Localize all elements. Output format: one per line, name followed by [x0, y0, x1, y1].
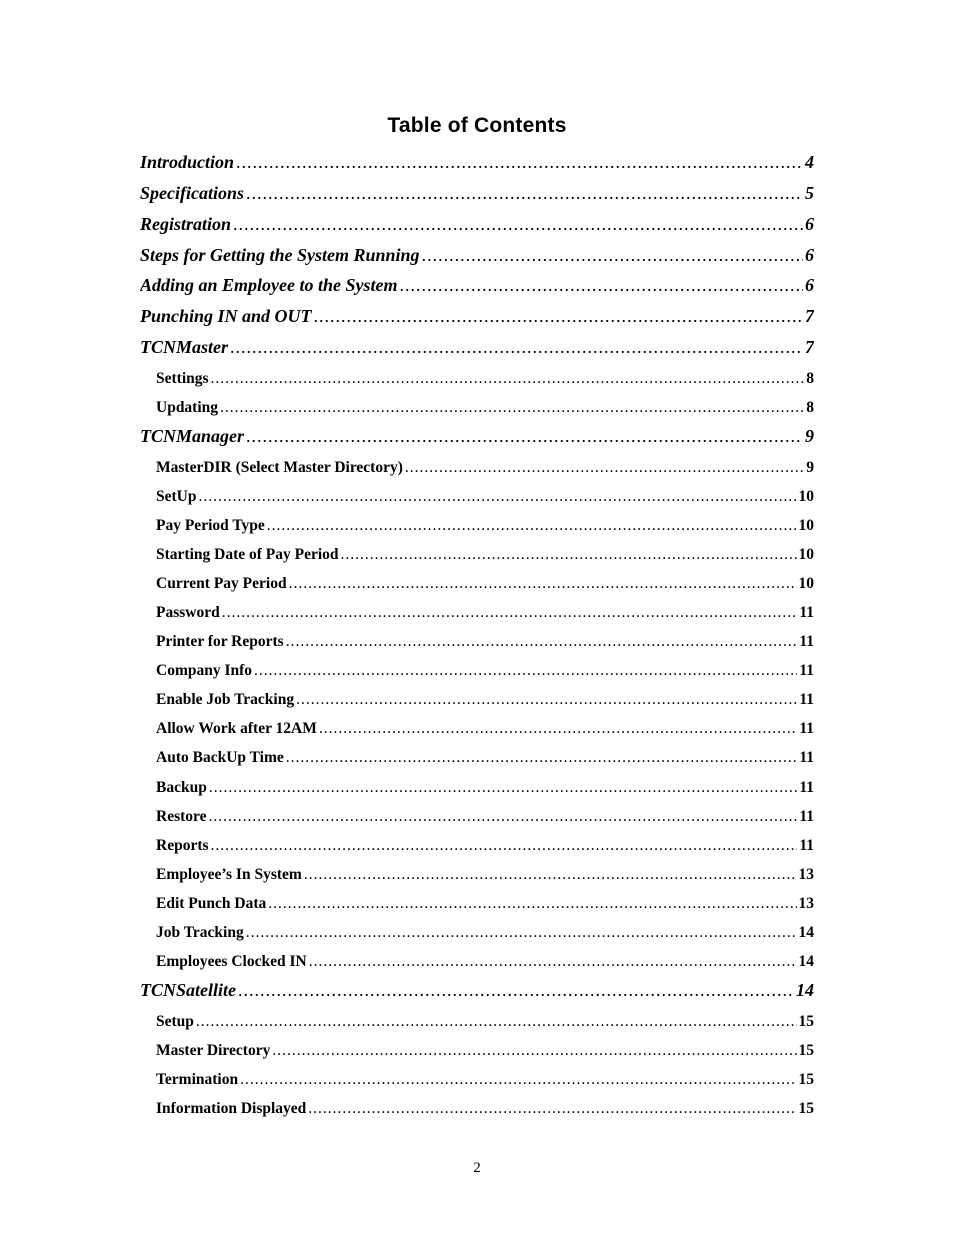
toc-entry-label: Allow Work after 12AM [156, 720, 317, 737]
toc-entry-label: Updating [156, 399, 219, 416]
toc-entry-page-number: 9 [805, 426, 814, 446]
toc-entry[interactable] [156, 1013, 814, 1031]
toc-entry-label: Current Pay Period [156, 575, 287, 592]
dot-leader [319, 720, 797, 738]
dot-leader [309, 953, 797, 971]
toc-entry-page-number: 8 [806, 399, 814, 416]
toc-entry-page-number: 6 [805, 245, 814, 265]
toc-entry-label: Pay Period Type [156, 517, 265, 534]
dot-leader [222, 604, 798, 622]
toc-entry-label: Introduction [140, 152, 235, 172]
toc-entry[interactable] [156, 1042, 814, 1060]
toc-entry-label: Printer for Reports [156, 633, 284, 650]
dot-leader [196, 1013, 797, 1031]
toc-entry[interactable] [156, 749, 814, 767]
toc-entry-label: Password [156, 604, 220, 621]
toc-entry-label: Information Displayed [156, 1100, 307, 1117]
toc-entry-label: Edit Punch Data [156, 895, 267, 912]
dot-leader [286, 749, 798, 767]
toc-entry[interactable] [140, 337, 814, 358]
toc-entry-label: Enable Job Tracking [156, 691, 295, 708]
toc-entry-page-number: 14 [796, 980, 814, 1000]
toc-entry[interactable] [156, 488, 814, 506]
toc-entry-page-number: 4 [805, 152, 814, 172]
toc-entry-page-number: 15 [798, 1013, 814, 1030]
dot-leader [236, 152, 803, 173]
toc-entry-page-number: 6 [805, 275, 814, 295]
toc-entry[interactable] [156, 399, 814, 417]
dot-leader [246, 183, 803, 204]
toc-entry-page-number: 6 [805, 214, 814, 234]
dot-leader [211, 837, 798, 855]
toc-entry-page-number: 11 [799, 720, 814, 737]
toc-entry-label: Starting Date of Pay Period [156, 546, 339, 563]
toc-entry[interactable] [140, 245, 814, 266]
toc-entry[interactable] [156, 720, 814, 738]
toc-entry-page-number: 13 [798, 895, 814, 912]
toc-entry[interactable] [156, 1071, 814, 1089]
toc-entry-label: Restore [156, 808, 207, 825]
toc-entry[interactable] [156, 837, 814, 855]
toc-entry-page-number: 7 [805, 306, 814, 326]
toc-entry-label: Employees Clocked IN [156, 953, 307, 970]
toc-entry-page-number: 10 [798, 488, 814, 505]
toc-entry[interactable] [156, 459, 814, 477]
toc-entry[interactable] [156, 662, 814, 680]
toc-entry-label: TCNSatellite [140, 980, 236, 1000]
toc-entry[interactable] [140, 214, 814, 235]
dot-leader [296, 691, 797, 709]
dot-leader [246, 924, 797, 942]
toc-entry-label: Adding an Employee to the System [140, 275, 398, 295]
toc-entry[interactable] [140, 306, 814, 327]
toc-entry[interactable] [156, 604, 814, 622]
toc-entry[interactable] [156, 779, 814, 797]
toc-entry-page-number: 11 [799, 779, 814, 796]
dot-leader [254, 662, 797, 680]
dot-leader [405, 459, 804, 477]
toc-entry-label: Steps for Getting the System Running [140, 245, 420, 265]
dot-leader [233, 214, 803, 235]
toc-entry-label: TCNManager [140, 426, 245, 446]
toc-entry-page-number: 10 [798, 575, 814, 592]
dot-leader [400, 275, 803, 296]
toc-entry[interactable] [140, 980, 814, 1001]
toc-entry[interactable] [140, 275, 814, 296]
toc-entry[interactable] [156, 808, 814, 826]
toc-entry-page-number: 11 [799, 749, 814, 766]
toc-entry-label: Termination [156, 1071, 239, 1088]
toc-entry-label: Registration [140, 214, 232, 234]
toc-entry[interactable] [156, 546, 814, 564]
toc-entry-label: Settings [156, 370, 209, 387]
dot-leader [230, 337, 803, 358]
toc-entry-label: Setup [156, 1013, 194, 1030]
toc-entry-label: Master Directory [156, 1042, 271, 1059]
dot-leader [289, 575, 797, 593]
toc-entry-page-number: 5 [805, 183, 814, 203]
dot-leader [268, 895, 796, 913]
footer-page-number: 2 [473, 1160, 481, 1176]
dot-leader [198, 488, 796, 506]
toc-entry[interactable] [156, 866, 814, 884]
page-title: Table of Contents [387, 114, 567, 137]
toc-entry-page-number: 15 [798, 1100, 814, 1117]
toc-entry-page-number: 11 [799, 837, 814, 854]
toc-entry-label: Auto BackUp Time [156, 749, 284, 766]
toc-entry-label: Job Tracking [156, 924, 244, 941]
dot-leader [422, 245, 803, 266]
toc-entry[interactable] [156, 575, 814, 593]
toc-entry-label: SetUp [156, 488, 197, 505]
toc-entry-page-number: 11 [799, 662, 814, 679]
dot-leader [238, 980, 794, 1001]
dot-leader [209, 779, 798, 797]
toc-entry[interactable] [140, 426, 814, 447]
toc-entry-page-number: 11 [799, 633, 814, 650]
toc-entry[interactable] [156, 691, 814, 709]
toc-entry[interactable] [156, 1100, 814, 1118]
toc-entry-page-number: 11 [799, 808, 814, 825]
toc-entry-label: Backup [156, 779, 207, 796]
dot-leader [220, 399, 804, 417]
toc-entry-page-number: 8 [806, 370, 814, 387]
toc-entry-page-number: 7 [805, 337, 814, 357]
toc-entry[interactable] [156, 370, 814, 388]
dot-leader [240, 1071, 796, 1089]
dot-leader [211, 370, 805, 388]
toc-entry-page-number: 14 [798, 953, 814, 970]
toc-entry-label: TCNMaster [140, 337, 229, 357]
toc-entry-page-number: 14 [798, 924, 814, 941]
dot-leader [267, 517, 797, 535]
dot-leader [246, 426, 803, 447]
toc-entry-page-number: 11 [799, 691, 814, 708]
dot-leader [209, 808, 798, 826]
toc-entry-label: MasterDIR (Select Master Directory) [156, 459, 403, 476]
toc-entry[interactable] [156, 517, 814, 535]
toc-entry-label: Company Info [156, 662, 253, 679]
toc-entry-label: Punching IN and OUT [140, 306, 312, 326]
dot-leader [272, 1042, 796, 1060]
dot-leader [286, 633, 798, 651]
toc-entry-page-number: 11 [799, 604, 814, 621]
toc-entry[interactable] [140, 183, 814, 204]
dot-leader [304, 866, 797, 884]
dot-leader [341, 546, 797, 564]
toc-entry-label: Employee’s In System [156, 866, 302, 883]
toc-entry-page-number: 15 [798, 1042, 814, 1059]
toc-entry-label: Reports [156, 837, 209, 854]
toc-entry-page-number: 10 [798, 546, 814, 563]
dot-leader [314, 306, 803, 327]
toc-entry-page-number: 15 [798, 1071, 814, 1088]
toc-entry-page-number: 13 [798, 866, 814, 883]
dot-leader [308, 1100, 796, 1118]
toc-entry[interactable] [156, 924, 814, 942]
toc-entry-page-number: 9 [806, 459, 814, 476]
toc-entry[interactable] [156, 633, 814, 651]
toc-entry[interactable] [140, 152, 814, 173]
toc-entry-label: Specifications [140, 183, 244, 203]
toc-entry[interactable] [156, 895, 814, 913]
toc-entry-page-number: 10 [798, 517, 814, 534]
toc-entry[interactable] [156, 953, 814, 971]
